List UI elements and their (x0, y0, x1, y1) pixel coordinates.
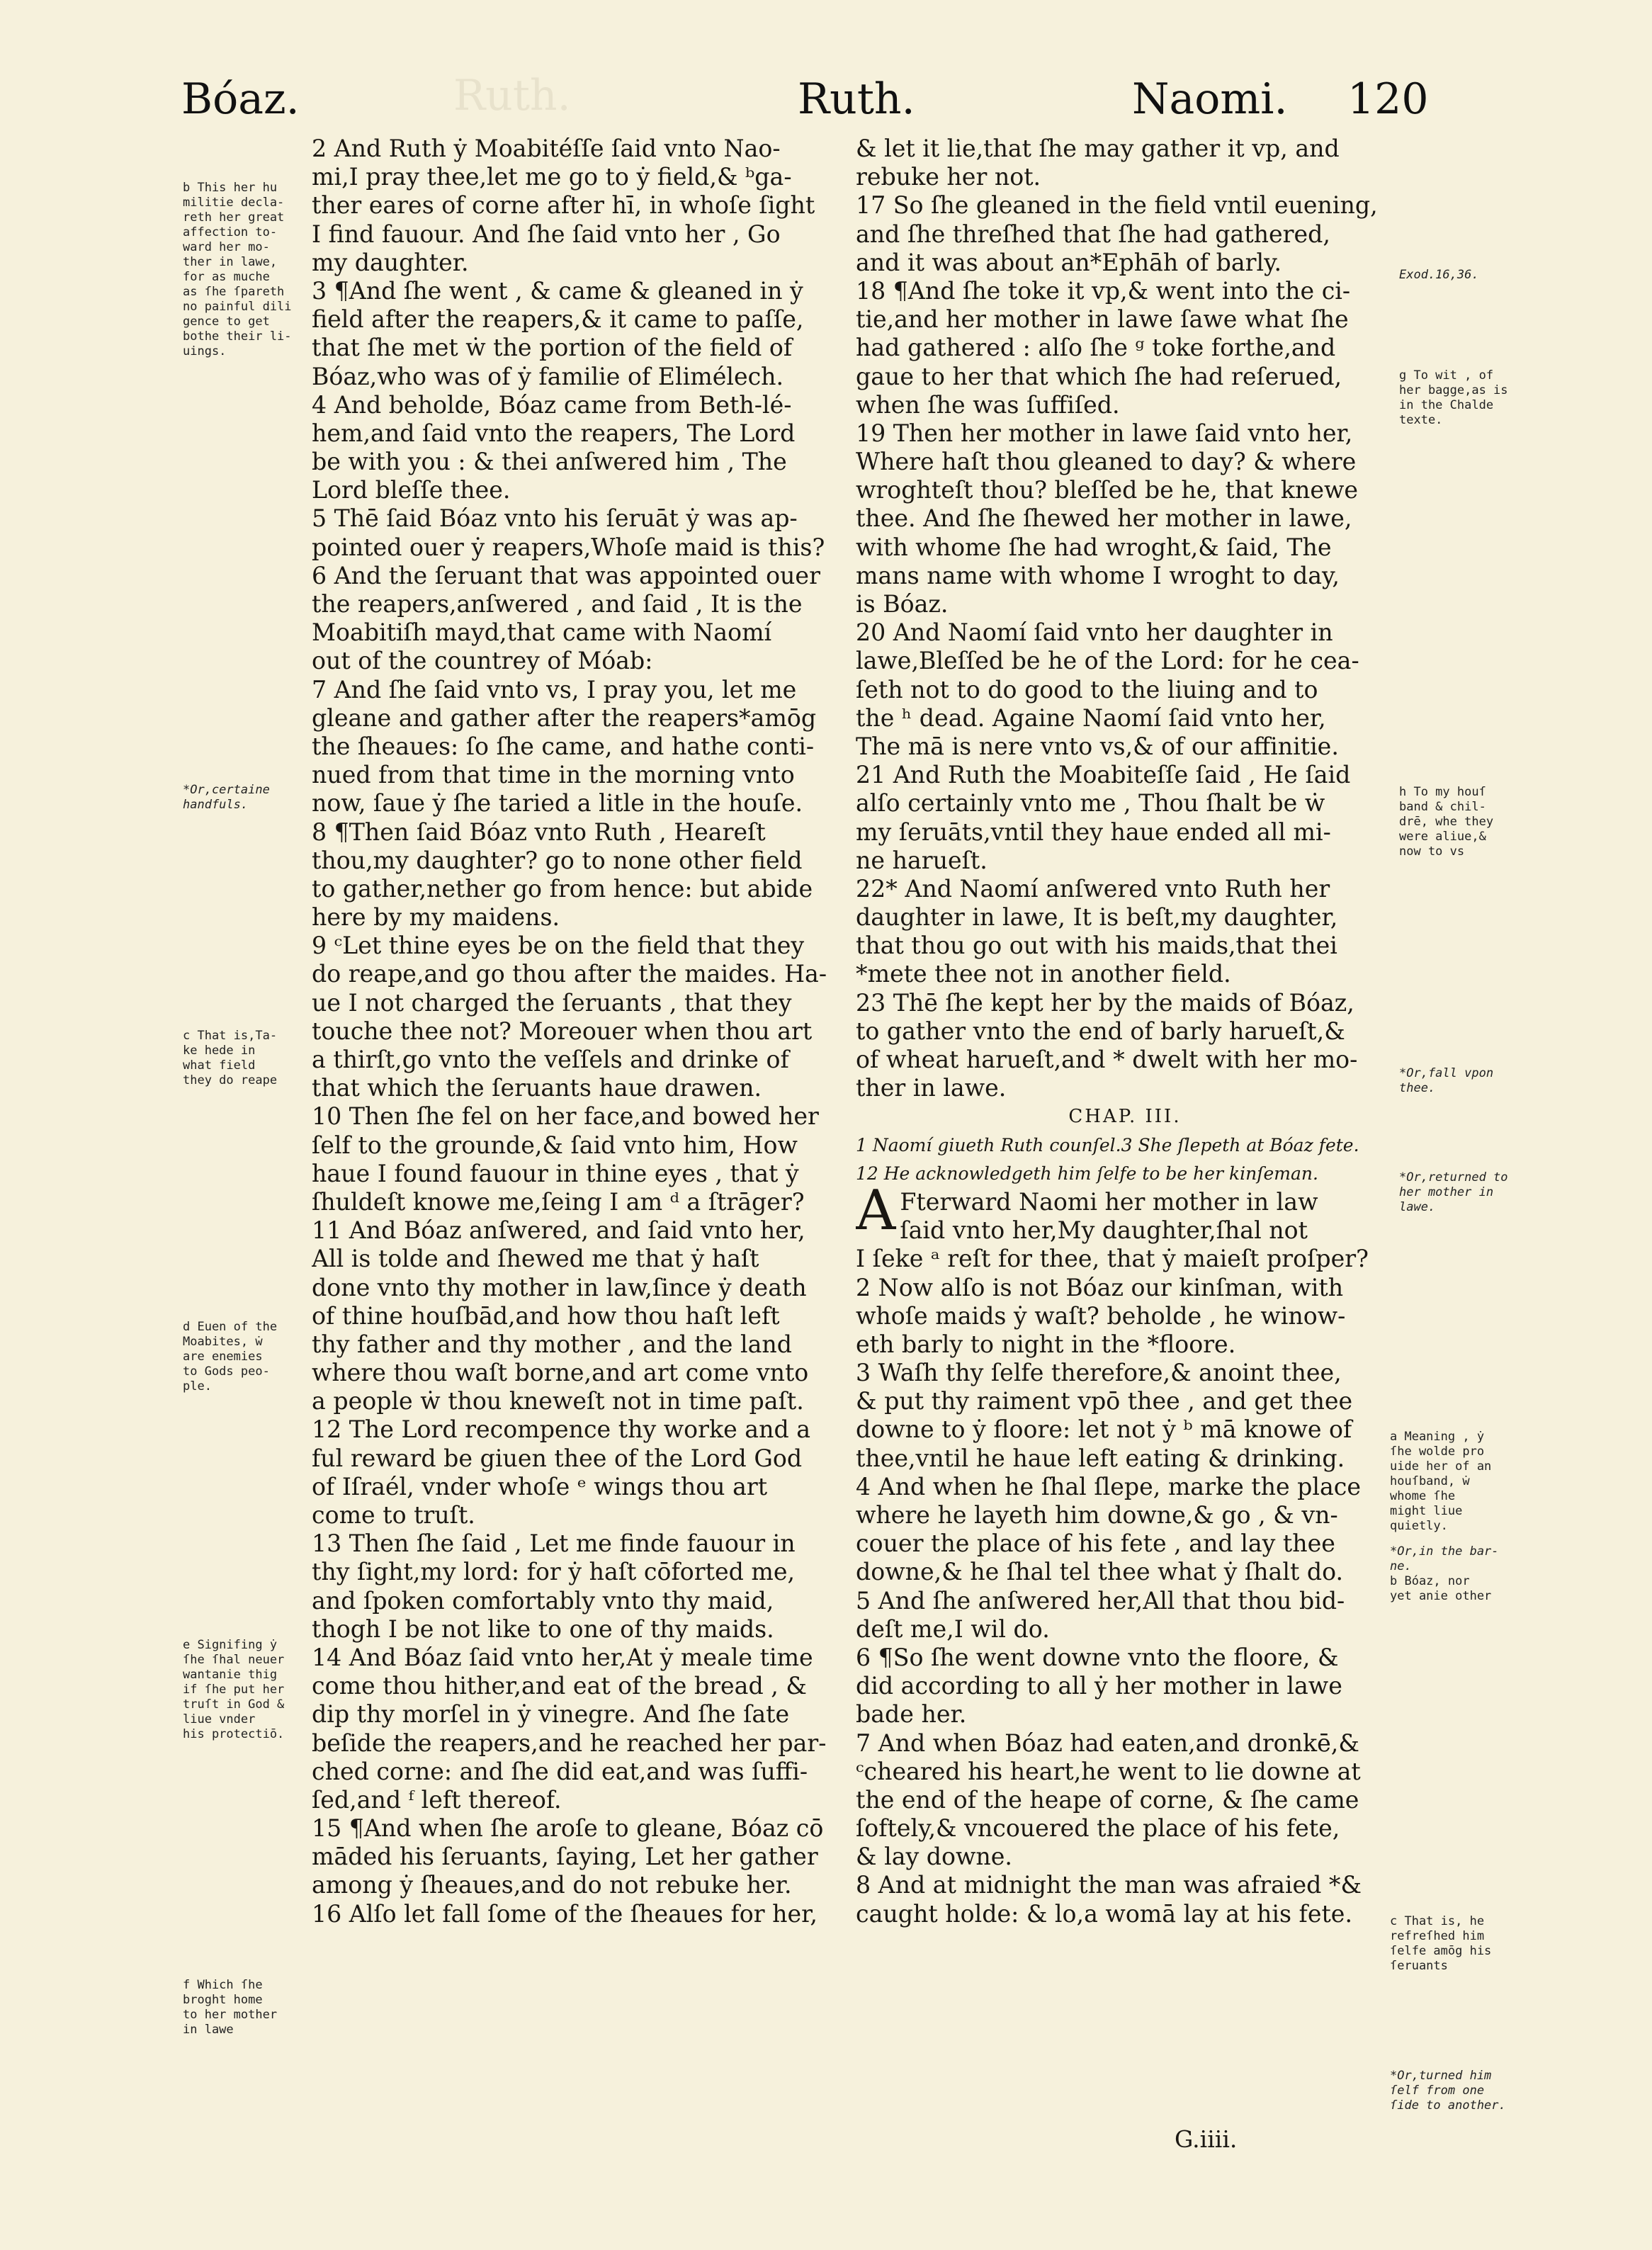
verse-line: downe,& he ſhal tel thee what ẏ ſhalt do. (856, 1558, 1344, 1586)
verse-line: I find fauour. And ſhe ſaid vnto her , Go (312, 220, 781, 248)
verse-line: & let it lie,that ſhe may gather it vp, and (856, 135, 1340, 162)
margin-note-turned-him (1390, 2069, 1506, 2113)
verse-line: field after the reapers,& it came to paſſe, (312, 305, 804, 334)
verse-line: haue I found fauour in thine eyes , that ẏ (312, 1159, 799, 1187)
margin-note-line: were aliue,& (1399, 830, 1486, 844)
verse-line: gaue to her that which ſhe had reſerued, (856, 362, 1342, 390)
verse-line: tie,and her mother in lawe ſawe what ſhe (856, 305, 1349, 334)
verse-line: daughter in lawe, It is beſt,my daughter, (856, 903, 1338, 932)
chapter-summary: 1 Naomí giueth Ruth counſel.3 She ſlepeth at Bóaz fete. (856, 1134, 1359, 1155)
margin-note-line: houſband, ẇ (1390, 1474, 1470, 1488)
verse-line: touche thee not? Moreouer when thou art (312, 1017, 813, 1045)
margin-note-line: ke hede in (183, 1044, 256, 1058)
verse-line: wroghteſt thou? bleſſed be he, that knewe (856, 476, 1359, 504)
verse-line: 20 And Naomí ſaid vnto her daughter in (856, 618, 1333, 647)
verse-line: the end of the heape of corne, & ſhe came (856, 1785, 1359, 1814)
verse-line: & put thy raiment vpō thee , and get thee (856, 1387, 1353, 1415)
verse-line: downe to ẏ floore: let not ẏ ᵇ mā knowe of (856, 1415, 1352, 1444)
margin-note-line: e Signifing ẏ (183, 1638, 278, 1652)
margin-note-line: his protectiō. (183, 1727, 285, 1741)
verse-line: 8 ¶Then ſaid Bóaz vnto Ruth , Heareſt (312, 818, 766, 846)
left-text-column (312, 135, 886, 1928)
running-head-right: Naomi. (1132, 74, 1288, 124)
margin-note-line: *Or,certaine (183, 783, 270, 797)
margin-note-line: ſelf from one (1390, 2084, 1485, 2098)
verse-line: ſeth not to do good to the liuing and to (856, 675, 1318, 703)
margin-note-line: now to vs (1399, 844, 1465, 859)
verse-line: ne harueſt. (856, 846, 988, 874)
verse-line: All is tolde and ſhewed me that ẏ haſt (312, 1245, 759, 1273)
verse-line: ſoftely,& vncouered the place of his fete, (856, 1814, 1340, 1843)
margin-note-line: drē, whe they (1399, 815, 1494, 829)
margin-note-line: her mother in (1399, 1185, 1494, 1199)
margin-note-line: *Or,turned him (1390, 2069, 1492, 2083)
verse-line: and it was about an*Ephāh of barly. (856, 248, 1282, 276)
margin-note-line: handfuls. (183, 798, 249, 812)
verse-line: 7 And ſhe ſaid vnto vs, I pray you, let me (312, 675, 797, 703)
margin-note-line: they do reape (183, 1073, 278, 1087)
margin-note-line: ſhe ſhal neuer (183, 1653, 285, 1667)
verse-line: thee. And ſhe ſhewed her mother in lawe, (856, 504, 1352, 533)
verse-line: of wheat harueſt,and * dwelt with her mo- (856, 1046, 1358, 1073)
verse-line: beſide the reapers,and he reached her par- (312, 1729, 827, 1757)
margin-note-line: in the Chalde (1399, 398, 1494, 412)
margin-note-c (183, 1029, 277, 1088)
verse-line: rebuke her not. (856, 163, 1041, 191)
margin-note-line: ſelfe amōg his (1390, 1944, 1492, 1958)
chapter-opening-verse (856, 1188, 1394, 1245)
margin-note-line: b This her hu (183, 181, 278, 195)
margin-note-line: to Gods peo- (183, 1364, 270, 1379)
verse-line: 16 Alſo let fall ſome of the ſheaues for her, (312, 1899, 817, 1928)
chapter-heading: CHAP. III. (1068, 1106, 1182, 1128)
verse-line: of Iſraél, vnder whoſe ᵉ wings thou art (312, 1472, 768, 1500)
margin-note-line: ther in lawe, (183, 255, 278, 269)
verse-line: and ſhe threſhed that ſhe had gathered, (856, 220, 1330, 248)
margin-note-line: gence to get (183, 315, 270, 329)
verse-line: of thine houſbād,and how thou haſt left (312, 1301, 780, 1330)
margin-note-line: c That is, he (1390, 1914, 1485, 1928)
margin-note-certaine-handfuls (183, 783, 270, 813)
verse-line: did according to all ẏ her mother in lawe (856, 1672, 1342, 1700)
verse-line: the ʰ dead. Againe Naomí ſaid vnto her, (856, 703, 1326, 732)
verse-line: thy ſight,my lord: for ẏ haſt cōforted me, (312, 1558, 796, 1586)
verse-line: to gather vnto the end of barly harueſt,& (856, 1017, 1345, 1045)
verse-line: my ſeruāts,vntil they haue ended all mi- (856, 818, 1331, 846)
margin-note-b-boaz (1390, 1574, 1491, 1604)
verse-line: when ſhe was ſuffiſed. (856, 390, 1120, 419)
verse-line: out of the countrey of Móab: (312, 647, 653, 675)
verse-line: Where haſt thou gleaned to day? & where (856, 448, 1357, 476)
margin-note-line: d Euen of the (183, 1320, 278, 1334)
verse-line: where he layeth him downe,& go , & vn- (856, 1501, 1338, 1530)
margin-note-line: liue vnder (183, 1712, 256, 1726)
verse-line: among ẏ ſheaues,and do not rebuke her. (312, 1871, 792, 1899)
margin-note-fall-upon (1399, 1066, 1493, 1096)
verse-line: 10 Then ſhe fel on her face,and bowed her (312, 1102, 819, 1131)
verse-line: with whome ſhe had wroght,& ſaid, The (856, 533, 1332, 561)
verse-line: bade her. (856, 1700, 967, 1729)
margin-note-line: militie decla- (183, 196, 285, 210)
margin-note-line: if ſhe put her (183, 1683, 285, 1697)
verse-line: be with you : & thei anſwered him , The (312, 448, 787, 476)
margin-note-line: ſhe wolde pro (1390, 1445, 1485, 1459)
verse-line: 5 And ſhe anſwered her,All that thou bid- (856, 1586, 1345, 1615)
verse-line: mi,I pray thee,let me go to ẏ field,& ᵇga- (312, 163, 792, 191)
margin-note-line: ſide to another. (1390, 2098, 1506, 2113)
margin-note-line: ſeruants (1390, 1959, 1448, 1973)
verse-line: ſed,and ᶠ left thereof. (312, 1785, 562, 1814)
verse-line: a thirſt,go vnto the veſſels and drinke of (312, 1046, 789, 1073)
margin-note-c-refreshed (1390, 1914, 1491, 1974)
verse-line: gleane and gather after the reapers*amōg (312, 703, 817, 732)
margin-note-line: refreſhed him (1390, 1929, 1485, 1943)
margin-note-line: might liue (1390, 1504, 1463, 1518)
margin-note-line: her bagge,as is (1399, 383, 1508, 397)
margin-note-line: for as muche (183, 270, 270, 284)
margin-note-a-meaning (1390, 1430, 1491, 1534)
verse-line: 13 Then ſhe ſaid , Let me finde fauour in (312, 1530, 796, 1558)
margin-note-f (183, 1978, 277, 2037)
margin-note-line: *Or,in the bar- (1390, 1544, 1499, 1559)
margin-note-line: Exod.16,36. (1399, 268, 1479, 282)
verse-line: *mete thee not in another field. (856, 960, 1231, 988)
chapter-summary: 12 He acknowledgeth him ſelfe to be her kinſeman. (856, 1163, 1318, 1184)
verse-line: 3 ¶And ſhe went , & came & gleaned in ẏ (312, 276, 803, 305)
verse-line: 17 So ſhe gleaned in the field vntil euening, (856, 191, 1378, 220)
verse-line: ched corne: and ſhe did eat,and was ſuffi- (312, 1757, 808, 1785)
verse-line: thy father and thy mother , and the land (312, 1330, 792, 1358)
margin-note-line: uide her of an (1390, 1459, 1492, 1474)
verse-line: 7 And when Bóaz had eaten,and dronkē,& (856, 1729, 1359, 1757)
verse-line: 4 And when he ſhal ſlepe, marke the place (856, 1472, 1362, 1500)
margin-note-line: a Meaning , ẏ (1390, 1430, 1485, 1444)
verse-line: lawe,Bleſſed be he of the Lord: for he cea- (856, 647, 1359, 675)
verse-line: that thou go out with his maids,that thei (856, 932, 1337, 960)
margin-note-barne (1390, 1544, 1499, 1574)
margin-note-line: as ſhe ſpareth (183, 285, 285, 299)
verse-line: a people ẇ thou kneweſt not in time paſt. (312, 1387, 804, 1415)
margin-note-line: ward her mo- (183, 240, 270, 254)
margin-note-line: uings. (183, 344, 227, 358)
verse-line: that which the ſeruants haue drawen. (312, 1074, 762, 1102)
margin-note-line: wantanie thig (183, 1668, 278, 1682)
margin-note-d (183, 1320, 277, 1394)
verse-line: 9 ᶜLet thine eyes be on the field that they (312, 932, 805, 960)
verse-line: ther eares of corne after hī, in whoſe ſight (312, 191, 815, 220)
margin-note-line: quietly. (1390, 1519, 1448, 1533)
verse-line: the reapers,anſwered , and ſaid , It is the (312, 590, 803, 618)
margin-note-line: truſt in God & (183, 1697, 285, 1712)
verse-line: 5 Thē ſaid Bóaz vnto his ſeruāt ẏ was ap- (312, 504, 798, 533)
page-number: 120 (1347, 74, 1429, 124)
margin-note-h (1399, 785, 1493, 859)
margin-note-line: texte. (1399, 413, 1443, 427)
verse-line: is Bóaz. (856, 590, 949, 618)
verse-line: my daughter. (312, 248, 469, 276)
margin-note-line: thee. (1399, 1081, 1436, 1095)
verse-line: now, ſaue ẏ ſhe taried a litle in the houſe. (312, 789, 803, 818)
verse-line: whoſe maids ẏ waſt? beholde , he winow- (856, 1301, 1346, 1330)
verse-line: and ſpoken comfortably vnto thy maid, (312, 1586, 774, 1615)
margin-note-b (183, 181, 292, 359)
verse-line: 4 And beholde, Bóaz came from Beth-lé- (312, 390, 792, 419)
verse-line: to gather,nether go from hence: but abide (312, 874, 813, 903)
margin-note-line: no painful dili (183, 300, 292, 314)
verse-line: The mā is nere vnto vs,& of our affinitie. (856, 732, 1339, 760)
margin-note-g (1399, 368, 1508, 428)
verse-line: ther in lawe. (856, 1074, 1007, 1102)
running-head-left: Bóaz. (181, 74, 300, 124)
margin-note-line: g To wit , of (1399, 368, 1494, 383)
margin-note-line: whome ſhe (1390, 1489, 1456, 1503)
margin-note-line: h To my houſ (1399, 785, 1486, 799)
verse-line: alſo certainly vnto me , Thou ſhalt be ẇ (856, 789, 1325, 818)
verse-line: here by my maidens. (312, 903, 560, 932)
verse-line: come to truſt. (312, 1501, 475, 1529)
margin-note-returned (1399, 1170, 1508, 1215)
margin-note-line: f Which ſhe (183, 1978, 263, 1992)
verse-line: Moabitiſh mayd,that came with Naomí (312, 618, 772, 647)
verse-line: pointed ouer ẏ reapers,Whoſe maid is this? (312, 533, 825, 561)
margin-note-line: in lawe (183, 2023, 234, 2037)
verse-line: 2 And Ruth ẏ Moabitéſſe ſaid vnto Nao- (312, 135, 781, 162)
verse-line: māded his ſeruants, ſaying, Let her gather (312, 1843, 818, 1871)
verse-line: where thou waſt borne,and art come vnto (312, 1359, 809, 1387)
verse-line: ſelf to the grounde,& ſaid vnto him, How (312, 1131, 798, 1159)
margin-note-line: broght home (183, 1993, 263, 2007)
margin-note-line: band & chil- (1399, 800, 1486, 814)
verse-line: Lord bleſſe thee. (312, 476, 511, 504)
verse-line: dip thy morſel in ẏ vinegre. And ſhe ſate (312, 1700, 790, 1729)
margin-note-line: to her mother (183, 2008, 278, 2022)
verse-line: 8 And at midnight the man was afraied *& (856, 1871, 1362, 1899)
verse-line: eth barly to night in the *floore. (856, 1330, 1236, 1358)
verse-line: deſt me,I wil do. (856, 1615, 1050, 1643)
margin-note-line: reth her great (183, 210, 285, 225)
margin-note-line: ne. (1390, 1559, 1412, 1573)
verse-line: nued from that time in the morning vnto (312, 761, 795, 789)
verse-line: had gathered : alſo ſhe ᵍ toke forthe,and (856, 334, 1336, 362)
running-head-book-title: Ruth. (798, 74, 915, 124)
margin-note-line: b Bóaz, nor (1390, 1574, 1470, 1588)
margin-note-line: yet anie other (1390, 1589, 1492, 1603)
verse-line: 22* And Naomí anſwered vnto Ruth her (856, 874, 1330, 903)
margin-note-line: c That is,Ta- (183, 1029, 278, 1043)
verse-line: 2 Now alſo is not Bóaz our kinſman, with (856, 1273, 1344, 1301)
verse-line: ſaid vnto her,My daughter,ſhal not (900, 1216, 1308, 1245)
verse-line: mans name with whome I wroght to day, (856, 561, 1340, 589)
margin-note-line: lawe. (1399, 1200, 1436, 1214)
margin-note-line: affection to- (183, 225, 278, 239)
verse-line: come thou hither,and eat of the bread , & (312, 1672, 807, 1700)
margin-note-e (183, 1638, 284, 1742)
verse-line: 3 Waſh thy ſelfe therefore,& anoint thee, (856, 1359, 1342, 1387)
margin-note-line: *Or,fall vpon (1399, 1066, 1494, 1080)
verse-line: 19 Then her mother in lawe ſaid vnto her, (856, 419, 1353, 447)
verse-line: caught holde: & lo,a womā lay at his fete. (856, 1899, 1352, 1928)
verse-line: thogh I be not like to one of thy maids. (312, 1615, 774, 1643)
verse-line: ſhuldeſt knowe me,ſeing I am ᵈ a ſtrāger? (312, 1187, 805, 1216)
verse-line: 6 ¶So ſhe went downe vnto the floore, & (856, 1643, 1339, 1671)
verse-line: the ſheaues: ſo ſhe came, and hathe conti- (312, 732, 815, 760)
verse-line: done vnto thy mother in law,ſince ẏ death (312, 1273, 807, 1301)
verse-line: Bóaz,who was of ẏ familie of Elimélech. (312, 362, 784, 390)
verse-line: that ſhe met ẇ the portion of the field of (312, 334, 793, 362)
verse-line: 14 And Bóaz ſaid vnto her,At ẏ meale time (312, 1643, 813, 1671)
margin-note-line: bothe their li- (183, 329, 292, 344)
drop-cap: A (856, 1187, 896, 1243)
verse-line: do reape,and go thou after the maides. Ha- (312, 960, 827, 988)
margin-note-line: what field (183, 1058, 256, 1073)
margin-note-line: *Or,returned to (1399, 1170, 1508, 1185)
verse-line: 6 And the ſeruant that was appointed ouer (312, 561, 820, 589)
verse-line: 12 The Lord recompence thy worke and a (312, 1415, 811, 1444)
verse-line: thou,my daughter? go to none other field (312, 846, 803, 874)
verse-line: 15 ¶And when ſhe aroſe to gleane, Bóaz cō (312, 1814, 824, 1843)
verse-line: couer the place of his fete , and lay thee (856, 1530, 1335, 1558)
margin-note-line: ple. (183, 1379, 212, 1393)
right-text-column (856, 135, 1394, 1928)
verse-line: 21 And Ruth the Moabiteſſe ſaid , He ſaid (856, 761, 1351, 789)
verse-line: & lay downe. (856, 1843, 1012, 1871)
verse-line: Fterward Naomi her mother in law (900, 1187, 1318, 1216)
verse-line: ue I not charged the ſeruants , that they (312, 988, 792, 1017)
show-through-text: Ruth. (453, 71, 571, 120)
verse-line: 18 ¶And ſhe toke it vp,& went into the ci- (856, 276, 1351, 305)
verse-line: I ſeke ᵃ reſt for thee, that ẏ maieſt proſper? (856, 1245, 1369, 1273)
signature-mark: G.iiii. (1175, 2125, 1238, 2153)
margin-note-line: are enemies (183, 1350, 263, 1364)
verse-line: 11 And Bóaz anſwered, and ſaid vnto her, (312, 1216, 805, 1245)
margin-note-exod-ref (1399, 268, 1479, 283)
verse-line: thee,vntil he haue left eating & drinking. (856, 1444, 1345, 1472)
verse-line: 23 Thē ſhe kept her by the maids of Bóaz, (856, 988, 1354, 1017)
margin-note-line: Moabites, ẇ (183, 1335, 263, 1349)
verse-line: hem,and ſaid vnto the reapers, The Lord (312, 419, 796, 447)
verse-line: ᶜcheared his heart,he went to lie downe at (856, 1757, 1361, 1785)
verse-line: ful reward be giuen thee of the Lord God (312, 1444, 803, 1472)
